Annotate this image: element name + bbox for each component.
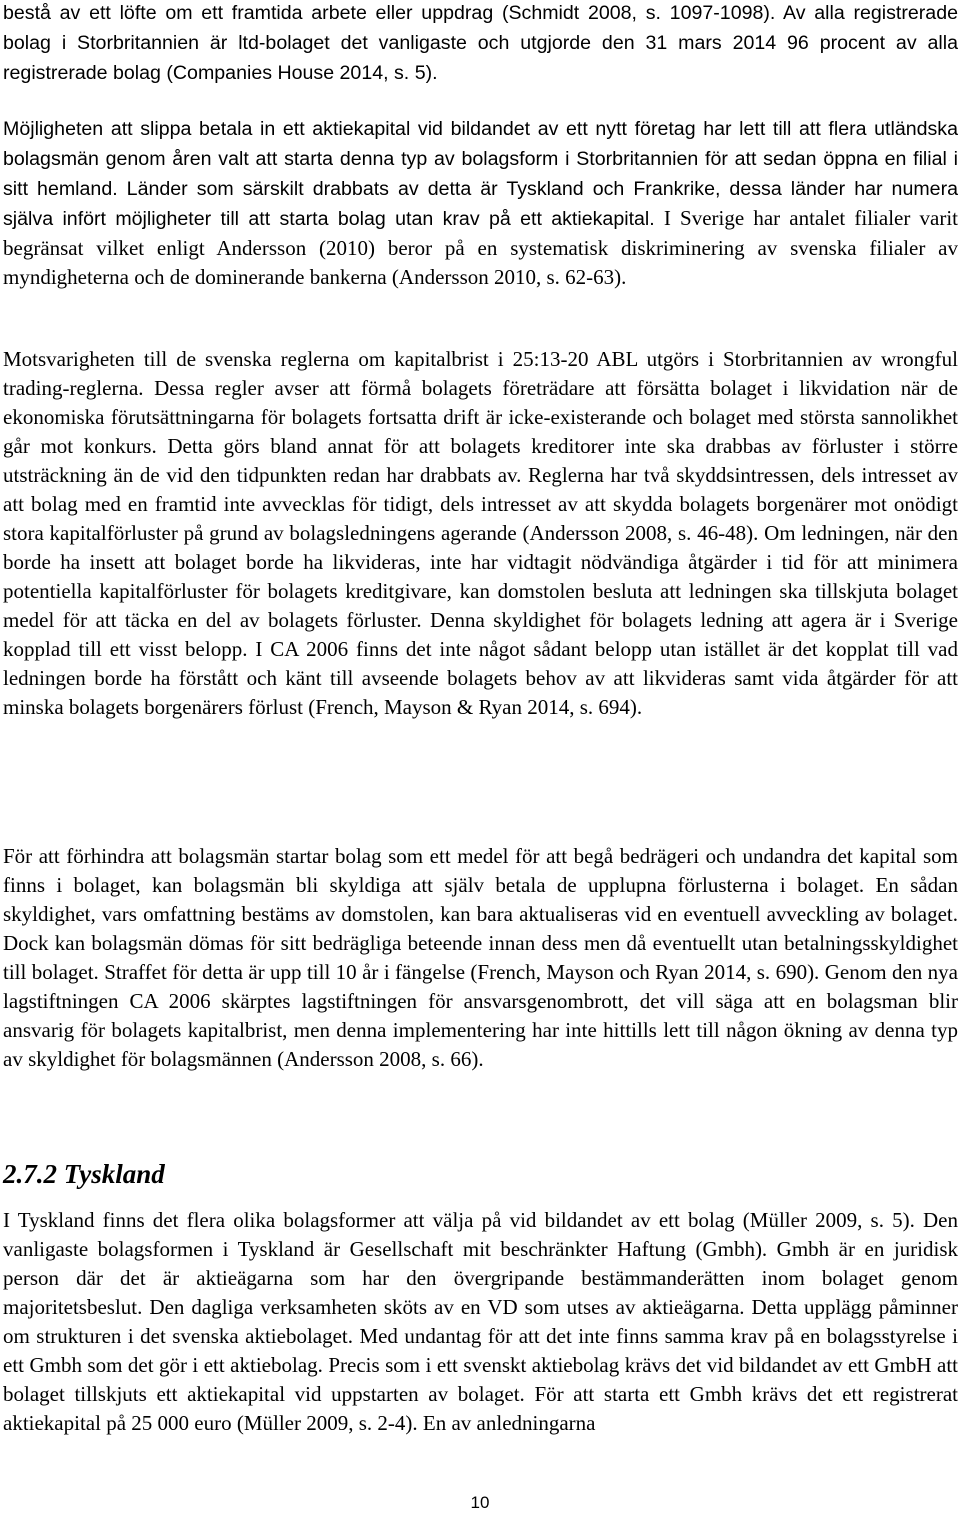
paragraph-text: I Sverige har antalet filialer varit begränsat vilket enligt Andersson (2010) beror på en systematisk diskriminering av svenska filialer av myndigheterna och de dominerande bankerna (Andersson 2010, s. 62-63). <box>3 206 958 289</box>
paragraph-text: För att förhindra att bolagsmän startar bolag som ett medel för att begå bedrägeri och undandra det kapital som finns i bolaget, kan bolagsmän bli skyldiga att själv betala de upplupna förlusterna i bolaget. En sådan skyldighet, vars omfattning bestäms av domstolen, kan bara aktualiseras vid en eventuell avveckling av bolaget. Dock kan bolagsmän dömas för sitt bedrägliga beteende innan dess men då eventuellt utan betalningsskyldighet till bolaget. Straffet för detta är upp till 10 år i fängelse (French, Mayson och Ryan 2014, s. 690). Genom den nya lagstiftningen CA 2006 skärptes lagstiftningen för ansvarsgenombrott, det vill säga att en bolagsman blir ansvarig för bolagets kapitalbrist, men denna implementering har inte hittills lett till någon ökning av denna typ av skyldighet för bolagsmännen (Andersson 2008, s. 66). <box>3 844 958 1071</box>
section-heading <box>3 1157 165 1191</box>
section-heading-text: 2.7.2 Tyskland <box>3 1159 165 1189</box>
paragraph-text: bestå av ett löfte om ett framtida arbete eller uppdrag (Schmidt 2008, s. 1097-1098). Av alla registrerade bolag i Storbritannien är ltd-bolaget det vanligaste och utgjorde den 31 mars 2014 96 procent av alla registrerade bolag (Companies House 2014, s. 5). <box>3 2 958 84</box>
paragraph-fraud-liability <box>3 842 958 1074</box>
paragraph-germany-gmbh <box>3 1206 958 1438</box>
paragraph-text: Möjligheten att slippa betala in ett aktiekapital vid bildandet av ett nytt företag har lett till att flera utländska bolagsmän genom åren valt att starta denna typ av bolagsform i Storbritannien för att sedan öppna en filial i sitt hemland. Länder som särskilt drabbats av detta är Tyskland och Frankrike, dessa länder har numera själva infört möjligheter till att starta bolag utan krav på ett aktiekapital. <box>3 118 958 230</box>
page-number: 10 <box>470 1493 490 1512</box>
paragraph-uk-ltd-statistics <box>3 0 958 88</box>
paragraph-text: Motsvarigheten till de svenska reglerna om kapitalbrist i 25:13-20 ABL utgörs i Storbritannien av wrongful trading-reglerna. Dessa regler avser att förmå bolagets företrädare att försätta bolaget i likvidation när de ekonomiska förutsättningarna för bolagets fortsatta drift är icke-existerande och bolaget med största sannolikhet går mot konkurs. Detta görs bland annat för att bolagets kreditorer inte ska drabbas av förluster i större utsträckning än de vid den tidpunkten redan har drabbats av. Reglerna har två skyddsintressen, dels intresset av att bolag med en framtid inte avvecklas för tidigt, dels intresset av att skydda bolagets borgenärer mot onödigt stora kapitalförluster på grund av bolagsledningens agerande (Andersson 2008, s. 46-48). Om ledningen, när den borde ha insett att bolaget borde ha likvideras, inte har vidtagit nödvändiga åtgärder i tid för att minimera potentiella kapitalförluster för bolagets kreditgivare, kan domstolen besluta att ledningen ska tillskjuta bolaget medel för att täcka en del av bolagets förluster. Denna skyldighet för bolagets ledning att agera är i Sverige kopplad till ett visst belopp. I CA 2006 finns det inte något sådant belopp utan istället är det kopplat till vad ledningen borde ha förstått och känt till avseende bolagets behov av att likvideras samt vida åtgärder för att minska bolagets borgenärers förlust (French, Mayson & Ryan 2014, s. 694). <box>3 347 958 719</box>
paragraph-text: I Tyskland finns det flera olika bolagsformer att välja på vid bildandet av ett bolag (Müller 2009, s. 5). Den vanligaste bolagsformen i Tyskland är Gesellschaft mit beschränkter Haftung (Gmbh). Gmbh är en juridisk person där det är aktieägarna som har den övergripande bestämmanderätten inom bolaget genom majoritetsbeslut. Den dagliga verksamheten sköts av en VD som utses av aktieägarna. Detta upplägg påminner om strukturen i det svenska aktiebolaget. Med undantag för att det inte finns samma krav på en bolagsstyrelse i ett Gmbh som det gör i ett aktiebolag. Precis som i ett svenskt aktiebolag krävs det vid bildandet av ett GmbH att bolaget tillskjuts ett aktiekapital vid uppstarten av bolaget. För att starta ett Gmbh krävs det ett registrerat aktiekapital på 25 000 euro (Müller 2009, s. 2-4). En av anledningarna <box>3 1208 958 1435</box>
paragraph-wrongful-trading <box>3 345 958 722</box>
paragraph-share-capital <box>3 114 958 292</box>
